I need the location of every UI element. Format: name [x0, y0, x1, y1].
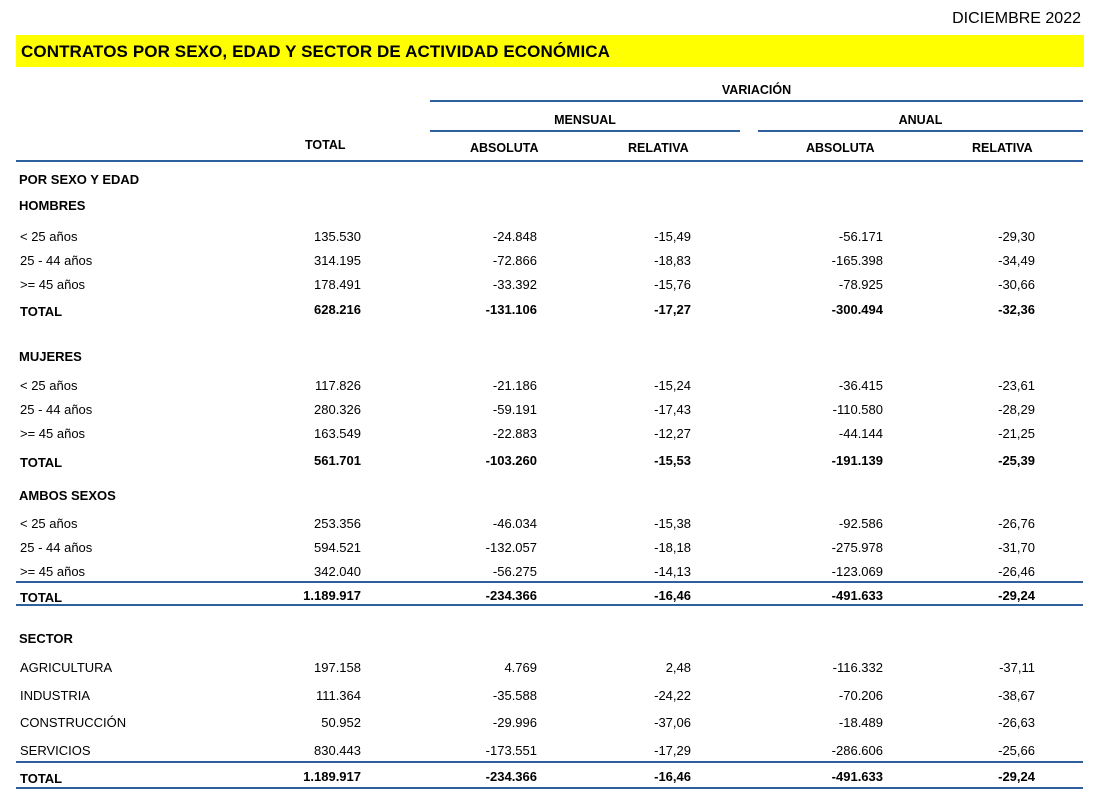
anual-relativa-value: -29,24	[998, 588, 1035, 603]
anual-absoluta-value: -36.415	[838, 378, 883, 393]
anual-relativa-value: -25,39	[998, 453, 1035, 468]
row-label: >= 45 años	[20, 426, 86, 441]
mensual-absoluta-value: 4.769	[504, 660, 537, 675]
mensual-absoluta-value: -46.034	[492, 516, 537, 531]
page-title: CONTRATOS POR SEXO, EDAD Y SECTOR DE ACTIVIDAD ECONÓMICA	[21, 42, 611, 61]
anual-absoluta-value: -18.489	[838, 715, 883, 730]
table-row	[0, 715, 1107, 735]
ambos-total-row	[0, 588, 1107, 608]
report-date: DICIEMBRE 2022	[952, 10, 1081, 27]
mensual-absoluta-value: -33.392	[492, 277, 537, 292]
anual-absoluta-value: -300.494	[831, 302, 883, 317]
mensual-relativa-value: -15,24	[654, 378, 691, 393]
anual-relativa-value: -31,70	[998, 540, 1035, 555]
anual-absoluta-value: -491.633	[831, 769, 883, 784]
rule-anual	[758, 130, 1083, 132]
table-row	[0, 229, 1107, 249]
mensual-absoluta-value: -56.275	[492, 564, 537, 579]
sector-total-row	[0, 769, 1107, 789]
mensual-relativa-value: -15,53	[654, 453, 691, 468]
row-label: >= 45 años	[20, 277, 86, 292]
total-value: 830.443	[314, 743, 361, 758]
header-mensual-relativa: RELATIVA	[628, 141, 689, 155]
mensual-absoluta-value: -59.191	[492, 402, 537, 417]
anual-relativa-value: -38,67	[998, 688, 1035, 703]
table-row	[0, 688, 1107, 708]
total-value: 197.158	[314, 660, 361, 675]
anual-relativa-value: -26,63	[998, 715, 1035, 730]
mensual-relativa-value: -12,27	[654, 426, 691, 441]
total-value: 163.549	[314, 426, 361, 441]
section-ambos-sexos: AMBOS SEXOS	[19, 488, 116, 503]
anual-absoluta-value: -78.925	[838, 277, 883, 292]
mensual-relativa-value: -18,83	[654, 253, 691, 268]
mensual-absoluta-value: -21.186	[492, 378, 537, 393]
total-value: 1.189.917	[303, 769, 361, 784]
mensual-absoluta-value: -132.057	[485, 540, 537, 555]
anual-relativa-value: -28,29	[998, 402, 1035, 417]
anual-absoluta-value: -191.139	[831, 453, 883, 468]
anual-relativa-value: -23,61	[998, 378, 1035, 393]
row-label: >= 45 años	[20, 564, 86, 579]
row-label: 25 - 44 años	[20, 253, 93, 268]
section-hombres: HOMBRES	[19, 198, 86, 213]
mensual-relativa-value: -15,76	[654, 277, 691, 292]
anual-relativa-value: -29,24	[998, 769, 1035, 784]
mensual-absoluta-value: -35.588	[492, 688, 537, 703]
row-label: < 25 años	[20, 516, 78, 531]
header-anual: ANUAL	[898, 113, 943, 127]
total-value: 594.521	[314, 540, 361, 555]
rule-mensual	[430, 130, 740, 132]
mensual-relativa-value: -16,46	[654, 588, 691, 603]
total-value: 628.216	[314, 302, 361, 317]
mensual-absoluta-value: -29.996	[492, 715, 537, 730]
anual-absoluta-value: -116.332	[832, 660, 883, 675]
anual-relativa-value: -25,66	[998, 743, 1035, 758]
total-value: 561.701	[314, 453, 361, 468]
total-value: 280.326	[314, 402, 361, 417]
mensual-relativa-value: -14,13	[654, 564, 691, 579]
row-label: INDUSTRIA	[20, 688, 91, 703]
row-label: SERVICIOS	[20, 743, 91, 758]
mensual-relativa-value: -24,22	[654, 688, 691, 703]
header-total: TOTAL	[305, 138, 346, 152]
table-row	[0, 426, 1107, 446]
table-row	[0, 660, 1107, 680]
mensual-relativa-value: -15,38	[654, 516, 691, 531]
hombres-total-row	[0, 302, 1107, 322]
mensual-absoluta-value: -234.366	[485, 588, 537, 603]
total-value: 135.530	[314, 229, 361, 244]
section-mujeres: MUJERES	[19, 349, 82, 364]
mensual-relativa-value: -17,29	[654, 743, 691, 758]
anual-absoluta-value: -44.144	[838, 426, 883, 441]
row-label: CONSTRUCCIÓN	[20, 715, 127, 730]
anual-absoluta-value: -110.580	[832, 402, 883, 417]
mensual-absoluta-value: -173.551	[485, 743, 537, 758]
anual-relativa-value: -29,30	[998, 229, 1035, 244]
mensual-relativa-value: -17,43	[654, 402, 691, 417]
mensual-relativa-value: 2,48	[665, 660, 691, 675]
mujeres-total-row	[0, 453, 1107, 473]
row-label: TOTAL	[20, 771, 63, 786]
anual-absoluta-value: -56.171	[838, 229, 883, 244]
header-anual-absoluta: ABSOLUTA	[806, 141, 875, 155]
row-label: TOTAL	[20, 590, 63, 605]
anual-absoluta-value: -275.978	[831, 540, 883, 555]
header-mensual-absoluta: ABSOLUTA	[470, 141, 539, 155]
anual-relativa-value: -32,36	[998, 302, 1035, 317]
mensual-relativa-value: -16,46	[654, 769, 691, 784]
mensual-absoluta-value: -22.883	[492, 426, 537, 441]
mensual-relativa-value: -37,06	[654, 715, 691, 730]
anual-absoluta-value: -123.069	[831, 564, 883, 579]
table-row	[0, 540, 1107, 560]
row-label: TOTAL	[20, 304, 63, 319]
table-row	[0, 516, 1107, 536]
mensual-absoluta-value: -72.866	[492, 253, 537, 268]
anual-relativa-value: -34,49	[998, 253, 1035, 268]
row-label: 25 - 44 años	[20, 402, 93, 417]
anual-absoluta-value: -286.606	[831, 743, 883, 758]
mensual-relativa-value: -18,18	[654, 540, 691, 555]
total-value: 253.356	[314, 516, 361, 531]
header-bottom-rule	[16, 160, 1083, 162]
mensual-relativa-value: -17,27	[654, 302, 691, 317]
anual-relativa-value: -37,11	[999, 660, 1035, 675]
row-label: < 25 años	[20, 378, 78, 393]
header-anual-relativa: RELATIVA	[972, 141, 1033, 155]
anual-relativa-value: -26,46	[998, 564, 1035, 579]
total-value: 178.491	[314, 277, 361, 292]
total-value: 117.826	[314, 378, 361, 393]
header-variacion: VARIACIÓN	[721, 83, 792, 97]
rule-variacion	[430, 100, 1083, 102]
mensual-relativa-value: -15,49	[654, 229, 691, 244]
row-label: 25 - 44 años	[20, 540, 93, 555]
anual-absoluta-value: -70.206	[838, 688, 883, 703]
mensual-absoluta-value: -234.366	[485, 769, 537, 784]
total-value: 314.195	[314, 253, 361, 268]
anual-absoluta-value: -491.633	[831, 588, 883, 603]
row-label: TOTAL	[20, 455, 63, 470]
anual-relativa-value: -21,25	[998, 426, 1035, 441]
anual-absoluta-value: -165.398	[831, 253, 883, 268]
title-banner	[16, 35, 1084, 67]
mensual-absoluta-value: -103.260	[485, 453, 537, 468]
table-row	[0, 402, 1107, 422]
anual-relativa-value: -30,66	[998, 277, 1035, 292]
table-row	[0, 564, 1107, 584]
anual-relativa-value: -26,76	[998, 516, 1035, 531]
table-row	[0, 743, 1107, 763]
header-mensual: MENSUAL	[554, 113, 616, 127]
total-value: 1.189.917	[303, 588, 361, 603]
total-value: 342.040	[314, 564, 361, 579]
table-row	[0, 378, 1107, 398]
mensual-absoluta-value: -24.848	[492, 229, 537, 244]
table-row	[0, 277, 1107, 297]
section-por-sexo-edad: POR SEXO Y EDAD	[19, 172, 140, 187]
row-label: AGRICULTURA	[20, 660, 113, 675]
anual-absoluta-value: -92.586	[838, 516, 883, 531]
table-row	[0, 253, 1107, 273]
row-label: < 25 años	[20, 229, 78, 244]
total-value: 50.952	[321, 715, 361, 730]
total-value: 111.364	[315, 688, 361, 703]
section-sector: SECTOR	[19, 631, 73, 646]
mensual-absoluta-value: -131.106	[485, 302, 537, 317]
